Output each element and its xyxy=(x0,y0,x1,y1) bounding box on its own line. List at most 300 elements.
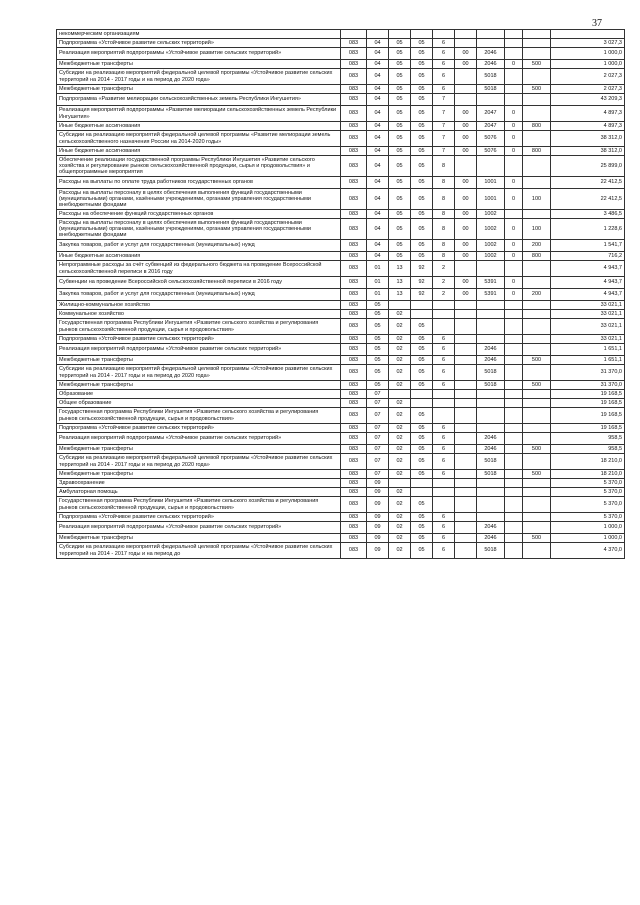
cell-direction-code xyxy=(455,497,477,513)
cell-subsection-code: 13 xyxy=(389,289,411,301)
cell-expense-type-code xyxy=(523,69,551,85)
cell-amount: 33 021,1 xyxy=(551,301,625,310)
cell-subsection-code: 02 xyxy=(389,399,411,408)
cell-amount: 22 412,5 xyxy=(551,189,625,210)
cell-sub-code xyxy=(505,335,523,344)
cell-program-code: 05 xyxy=(411,189,433,210)
cell-item-name: Закупка товаров, работ и услуг для государственных (муниципальных) нужд xyxy=(57,240,341,252)
cell-ministry-code: 083 xyxy=(341,48,367,60)
cell-program-code xyxy=(411,390,433,399)
table-row xyxy=(57,470,625,479)
cell-expense-code xyxy=(477,319,505,335)
cell-subprogram-code xyxy=(433,310,455,319)
cell-expense-code: 2046 xyxy=(477,48,505,60)
cell-direction-code xyxy=(455,85,477,94)
cell-section-code: 04 xyxy=(367,131,389,147)
cell-direction-code xyxy=(455,470,477,479)
cell-section-code: 09 xyxy=(367,497,389,513)
cell-sub-code xyxy=(505,381,523,390)
cell-expense-code: 5018 xyxy=(477,470,505,479)
cell-sub-code xyxy=(505,210,523,219)
cell-direction-code xyxy=(455,335,477,344)
cell-expense-type-code: 500 xyxy=(523,381,551,390)
cell-ministry-code: 083 xyxy=(341,189,367,210)
cell-ministry-code: 083 xyxy=(341,319,367,335)
cell-ministry-code: 083 xyxy=(341,85,367,94)
cell-direction-code xyxy=(455,454,477,470)
cell-subsection-code: 05 xyxy=(389,252,411,261)
cell-direction-code xyxy=(455,488,477,497)
cell-direction-code: 00 xyxy=(455,240,477,252)
cell-amount: 5 370,0 xyxy=(551,488,625,497)
cell-subsection-code: 02 xyxy=(389,424,411,433)
cell-expense-type-code: 100 xyxy=(523,219,551,240)
cell-section-code: 04 xyxy=(367,210,389,219)
cell-amount: 4 943,7 xyxy=(551,261,625,277)
cell-subprogram-code: 6 xyxy=(433,445,455,454)
budget-table-body xyxy=(57,30,625,559)
cell-section-code: 04 xyxy=(367,48,389,60)
table-row xyxy=(57,497,625,513)
cell-subsection-code: 02 xyxy=(389,543,411,559)
cell-sub-code: 0 xyxy=(505,131,523,147)
cell-expense-type-code xyxy=(523,433,551,445)
cell-direction-code: 00 xyxy=(455,122,477,131)
table-row xyxy=(57,310,625,319)
cell-amount: 19 168,5 xyxy=(551,399,625,408)
cell-expense-code: 5018 xyxy=(477,85,505,94)
cell-section-code: 04 xyxy=(367,219,389,240)
cell-section-code: 07 xyxy=(367,399,389,408)
cell-section-code: 05 xyxy=(367,335,389,344)
cell-sub-code xyxy=(505,390,523,399)
cell-direction-code: 00 xyxy=(455,60,477,69)
cell-item-name: Субсидии на реализацию мероприятий федеральной целевой программы «Устойчивое развитие сельских территорий на 2014 - 2017 годы и на период до 2020 года» xyxy=(57,454,341,470)
cell-section-code: 07 xyxy=(367,390,389,399)
cell-expense-type-code: 800 xyxy=(523,122,551,131)
cell-direction-code xyxy=(455,301,477,310)
cell-expense-code xyxy=(477,399,505,408)
cell-sub-code xyxy=(505,261,523,277)
cell-amount: 2 027,3 xyxy=(551,69,625,85)
cell-amount: 33 021,1 xyxy=(551,335,625,344)
cell-sub-code: 0 xyxy=(505,177,523,189)
cell-program-code: 05 xyxy=(411,513,433,522)
cell-subsection-code: 02 xyxy=(389,488,411,497)
cell-item-name: Иные бюджетные ассигнования xyxy=(57,147,341,156)
cell-subprogram-code: 7 xyxy=(433,122,455,131)
cell-program-code: 05 xyxy=(411,534,433,543)
cell-section-code: 09 xyxy=(367,479,389,488)
cell-ministry-code: 083 xyxy=(341,513,367,522)
cell-ministry-code: 083 xyxy=(341,122,367,131)
cell-subsection-code: 13 xyxy=(389,277,411,289)
cell-expense-type-code xyxy=(523,497,551,513)
cell-subsection-code: 05 xyxy=(389,69,411,85)
cell-item-name: Межбюджетные трансферты xyxy=(57,60,341,69)
cell-program-code: 05 xyxy=(411,252,433,261)
cell-program-code: 05 xyxy=(411,470,433,479)
cell-ministry-code: 083 xyxy=(341,261,367,277)
cell-program-code: 05 xyxy=(411,445,433,454)
cell-program-code: 05 xyxy=(411,335,433,344)
cell-expense-type-code xyxy=(523,277,551,289)
cell-expense-code xyxy=(477,261,505,277)
cell-expense-code: 5391 xyxy=(477,289,505,301)
cell-sub-code xyxy=(505,522,523,534)
cell-direction-code xyxy=(455,39,477,48)
cell-amount: 1 541,7 xyxy=(551,240,625,252)
cell-subprogram-code: 6 xyxy=(433,39,455,48)
cell-expense-code xyxy=(477,488,505,497)
cell-program-code: 05 xyxy=(411,497,433,513)
cell-section-code: 04 xyxy=(367,106,389,122)
cell-section-code: 05 xyxy=(367,365,389,381)
table-row xyxy=(57,48,625,60)
cell-subprogram-code xyxy=(433,408,455,424)
cell-expense-code: 5018 xyxy=(477,365,505,381)
cell-program-code: 92 xyxy=(411,261,433,277)
cell-expense-type-code xyxy=(523,301,551,310)
cell-direction-code xyxy=(455,69,477,85)
cell-sub-code xyxy=(505,301,523,310)
cell-program-code xyxy=(411,310,433,319)
cell-sub-code xyxy=(505,408,523,424)
cell-subsection-code: 02 xyxy=(389,534,411,543)
cell-program-code: 05 xyxy=(411,48,433,60)
budget-table xyxy=(56,29,625,559)
cell-section-code: 04 xyxy=(367,156,389,177)
cell-section-code: 05 xyxy=(367,344,389,356)
cell-section-code: 04 xyxy=(367,94,389,106)
cell-subprogram-code xyxy=(433,30,455,39)
table-row xyxy=(57,277,625,289)
cell-expense-code xyxy=(477,39,505,48)
cell-subsection-code: 02 xyxy=(389,454,411,470)
cell-expense-code: 5391 xyxy=(477,277,505,289)
cell-section-code: 04 xyxy=(367,60,389,69)
cell-subprogram-code: 6 xyxy=(433,365,455,381)
cell-expense-code xyxy=(477,156,505,177)
cell-expense-type-code xyxy=(523,390,551,399)
cell-sub-code: 0 xyxy=(505,60,523,69)
cell-expense-code: 5076 xyxy=(477,147,505,156)
cell-program-code: 05 xyxy=(411,433,433,445)
cell-program-code: 05 xyxy=(411,454,433,470)
table-row xyxy=(57,454,625,470)
cell-section-code: 05 xyxy=(367,310,389,319)
cell-subprogram-code xyxy=(433,399,455,408)
cell-item-name: Коммунальное хозяйство xyxy=(57,310,341,319)
table-row xyxy=(57,335,625,344)
cell-direction-code xyxy=(455,381,477,390)
cell-section-code: 04 xyxy=(367,177,389,189)
cell-expense-type-code xyxy=(523,131,551,147)
cell-program-code: 05 xyxy=(411,39,433,48)
cell-subprogram-code: 6 xyxy=(433,60,455,69)
cell-item-name: Реализация мероприятий подпрограммы «Устойчивое развитие сельских территорий» xyxy=(57,522,341,534)
cell-expense-code: 2046 xyxy=(477,344,505,356)
cell-item-name: Государственная программа Республики Ингушетия «Развитие сельского хозяйства и регулирования рынков сельскохозяйственной продукции, сырья и продовольствия» xyxy=(57,319,341,335)
cell-program-code xyxy=(411,30,433,39)
cell-item-name: Субсидии на реализацию мероприятий федеральной целевой программы «Устойчивое развитие сельских территорий на 2014 - 2017 годы и на период до 2020 года» xyxy=(57,69,341,85)
cell-sub-code: 0 xyxy=(505,106,523,122)
cell-section-code: 07 xyxy=(367,445,389,454)
table-row xyxy=(57,356,625,365)
cell-subprogram-code: 2 xyxy=(433,277,455,289)
cell-ministry-code: 083 xyxy=(341,69,367,85)
cell-expense-type-code xyxy=(523,424,551,433)
cell-direction-code xyxy=(455,534,477,543)
cell-direction-code xyxy=(455,365,477,381)
cell-section-code: 04 xyxy=(367,85,389,94)
cell-expense-type-code: 500 xyxy=(523,356,551,365)
cell-direction-code xyxy=(455,399,477,408)
cell-expense-type-code xyxy=(523,522,551,534)
table-row xyxy=(57,344,625,356)
cell-ministry-code: 083 xyxy=(341,497,367,513)
cell-item-name: Обеспечение реализации государственной программы Республики Ингушетия «Развитие сельского хозяйства и регулирование рынков сельскохозяйственной продукции, сырья и продовольствия» и общепрограммные мероприятия xyxy=(57,156,341,177)
cell-program-code: 05 xyxy=(411,210,433,219)
cell-amount: 31 370,0 xyxy=(551,365,625,381)
cell-amount: 38 312,0 xyxy=(551,131,625,147)
cell-subprogram-code: 6 xyxy=(433,344,455,356)
cell-expense-type-code xyxy=(523,319,551,335)
cell-ministry-code: 083 xyxy=(341,356,367,365)
cell-expense-code: 1002 xyxy=(477,219,505,240)
table-row xyxy=(57,131,625,147)
cell-amount: 4 943,7 xyxy=(551,289,625,301)
cell-direction-code xyxy=(455,319,477,335)
cell-item-name: Субсидии на реализацию мероприятий федеральной целевой программы «Развитие мелиорации земель сельскохозяйственного назначения России на 2014-2020 годы» xyxy=(57,131,341,147)
cell-item-name: Субвенции на проведение Всероссийской сельскохозяйственной переписи в 2016 году xyxy=(57,277,341,289)
cell-item-name: Реализация мероприятий подпрограммы «Устойчивое развитие сельских территорий» xyxy=(57,433,341,445)
cell-direction-code xyxy=(455,390,477,399)
cell-expense-code: 2047 xyxy=(477,122,505,131)
cell-expense-code xyxy=(477,30,505,39)
cell-subprogram-code: 6 xyxy=(433,470,455,479)
cell-amount xyxy=(551,30,625,39)
cell-subsection-code: 13 xyxy=(389,261,411,277)
cell-direction-code xyxy=(455,522,477,534)
cell-ministry-code: 083 xyxy=(341,94,367,106)
cell-subprogram-code: 8 xyxy=(433,156,455,177)
cell-expense-type-code xyxy=(523,479,551,488)
cell-subsection-code: 05 xyxy=(389,85,411,94)
cell-expense-type-code xyxy=(523,310,551,319)
cell-ministry-code: 083 xyxy=(341,177,367,189)
cell-sub-code xyxy=(505,433,523,445)
cell-expense-code xyxy=(477,390,505,399)
cell-ministry-code: 083 xyxy=(341,39,367,48)
table-row xyxy=(57,94,625,106)
cell-subsection-code xyxy=(389,30,411,39)
cell-expense-type-code xyxy=(523,408,551,424)
cell-item-name: Субсидии на реализацию мероприятий федеральной целевой программы «Устойчивое развитие сельских территорий на 2014 - 2017 годы и на период до 2020 года» xyxy=(57,365,341,381)
cell-direction-code xyxy=(455,30,477,39)
cell-amount: 1 651,1 xyxy=(551,356,625,365)
table-row xyxy=(57,445,625,454)
cell-subsection-code: 02 xyxy=(389,335,411,344)
cell-item-name: Образование xyxy=(57,390,341,399)
cell-expense-type-code: 200 xyxy=(523,289,551,301)
cell-subsection-code: 02 xyxy=(389,319,411,335)
cell-direction-code xyxy=(455,424,477,433)
cell-subprogram-code xyxy=(433,301,455,310)
cell-amount: 3 486,5 xyxy=(551,210,625,219)
cell-sub-code: 0 xyxy=(505,189,523,210)
cell-expense-code: 2047 xyxy=(477,106,505,122)
cell-ministry-code: 083 xyxy=(341,219,367,240)
cell-direction-code: 00 xyxy=(455,277,477,289)
cell-program-code: 05 xyxy=(411,543,433,559)
cell-sub-code xyxy=(505,319,523,335)
cell-section-code: 05 xyxy=(367,381,389,390)
table-row xyxy=(57,365,625,381)
cell-ministry-code: 083 xyxy=(341,365,367,381)
cell-sub-code xyxy=(505,445,523,454)
cell-sub-code: 0 xyxy=(505,147,523,156)
table-row xyxy=(57,399,625,408)
cell-expense-code: 5018 xyxy=(477,454,505,470)
cell-program-code: 05 xyxy=(411,424,433,433)
cell-amount: 5 370,0 xyxy=(551,479,625,488)
cell-amount: 4 370,0 xyxy=(551,543,625,559)
cell-expense-code: 1001 xyxy=(477,177,505,189)
table-row xyxy=(57,479,625,488)
cell-subprogram-code xyxy=(433,390,455,399)
table-row xyxy=(57,210,625,219)
cell-item-name: Подпрограмма «Устойчивое развитие сельских территорий» xyxy=(57,424,341,433)
cell-item-name: Здравоохранение xyxy=(57,479,341,488)
cell-expense-type-code xyxy=(523,488,551,497)
cell-program-code: 05 xyxy=(411,319,433,335)
table-row xyxy=(57,122,625,131)
cell-subsection-code xyxy=(389,479,411,488)
cell-expense-code: 1002 xyxy=(477,240,505,252)
cell-expense-type-code: 800 xyxy=(523,252,551,261)
cell-ministry-code: 083 xyxy=(341,335,367,344)
cell-expense-code xyxy=(477,497,505,513)
cell-section-code: 04 xyxy=(367,122,389,131)
cell-sub-code xyxy=(505,543,523,559)
cell-subsection-code: 05 xyxy=(389,39,411,48)
cell-section-code: 07 xyxy=(367,408,389,424)
cell-amount: 33 021,1 xyxy=(551,310,625,319)
cell-expense-code xyxy=(477,479,505,488)
cell-item-name: Межбюджетные трансферты xyxy=(57,381,341,390)
cell-expense-type-code xyxy=(523,543,551,559)
cell-amount: 19 168,5 xyxy=(551,408,625,424)
cell-program-code: 05 xyxy=(411,156,433,177)
cell-subsection-code xyxy=(389,301,411,310)
table-row xyxy=(57,219,625,240)
cell-item-name: Межбюджетные трансферты xyxy=(57,85,341,94)
table-row xyxy=(57,252,625,261)
cell-sub-code: 0 xyxy=(505,240,523,252)
cell-section-code: 05 xyxy=(367,356,389,365)
cell-item-name: Субсидии на реализацию мероприятий федеральной целевой программы «Устойчивое развитие сельских территорий на 2014 - 2017 годы и на период до xyxy=(57,543,341,559)
cell-expense-code: 1002 xyxy=(477,252,505,261)
table-row xyxy=(57,106,625,122)
cell-sub-code xyxy=(505,344,523,356)
cell-expense-type-code xyxy=(523,261,551,277)
cell-subprogram-code: 8 xyxy=(433,240,455,252)
cell-subprogram-code: 2 xyxy=(433,289,455,301)
cell-section-code: 04 xyxy=(367,147,389,156)
cell-amount: 19 168,5 xyxy=(551,390,625,399)
cell-subprogram-code: 8 xyxy=(433,252,455,261)
cell-amount: 5 370,0 xyxy=(551,497,625,513)
cell-amount: 1 000,0 xyxy=(551,534,625,543)
cell-subprogram-code xyxy=(433,488,455,497)
cell-program-code: 05 xyxy=(411,356,433,365)
cell-direction-code: 00 xyxy=(455,289,477,301)
cell-amount: 18 210,0 xyxy=(551,454,625,470)
cell-subsection-code: 02 xyxy=(389,381,411,390)
cell-item-name: Жилищно-коммунальное хозяйство xyxy=(57,301,341,310)
cell-program-code: 05 xyxy=(411,365,433,381)
cell-sub-code xyxy=(505,513,523,522)
cell-item-name: некоммерческим организациям xyxy=(57,30,341,39)
cell-ministry-code: 083 xyxy=(341,433,367,445)
cell-item-name: Расходы на выплаты персоналу в целях обеспечения выполнения функций государственными (муниципальными) органами, казёнными учреждениями, органами управления государственными внебюджетными фондами xyxy=(57,189,341,210)
cell-expense-code xyxy=(477,301,505,310)
cell-expense-type-code xyxy=(523,30,551,39)
cell-section-code: 01 xyxy=(367,261,389,277)
table-row xyxy=(57,60,625,69)
table-row xyxy=(57,147,625,156)
cell-subprogram-code xyxy=(433,479,455,488)
cell-subsection-code xyxy=(389,390,411,399)
cell-sub-code xyxy=(505,534,523,543)
cell-amount: 25 899,0 xyxy=(551,156,625,177)
cell-subsection-code: 02 xyxy=(389,470,411,479)
table-row xyxy=(57,69,625,85)
cell-subprogram-code: 6 xyxy=(433,48,455,60)
cell-item-name: Межбюджетные трансферты xyxy=(57,470,341,479)
cell-item-name: Расходы на обеспечение функций государственных органов xyxy=(57,210,341,219)
cell-item-name: Иные бюджетные ассигнования xyxy=(57,252,341,261)
cell-section-code: 07 xyxy=(367,433,389,445)
cell-ministry-code: 083 xyxy=(341,301,367,310)
cell-expense-code xyxy=(477,424,505,433)
cell-ministry-code: 083 xyxy=(341,488,367,497)
cell-expense-code: 2046 xyxy=(477,522,505,534)
cell-expense-code: 5018 xyxy=(477,543,505,559)
cell-expense-type-code: 500 xyxy=(523,534,551,543)
cell-ministry-code: 083 xyxy=(341,106,367,122)
table-row xyxy=(57,319,625,335)
table-row xyxy=(57,85,625,94)
cell-program-code xyxy=(411,488,433,497)
table-row xyxy=(57,408,625,424)
cell-item-name: Подпрограмма «Устойчивое развитие сельских территорий» xyxy=(57,335,341,344)
cell-ministry-code: 083 xyxy=(341,424,367,433)
cell-subsection-code: 02 xyxy=(389,433,411,445)
cell-expense-code: 1001 xyxy=(477,189,505,210)
cell-item-name: Государственная программа Республики Ингушетия «Развитие сельского хозяйства и регулирования рынков сельскохозяйственной продукции, сырья и продовольствия» xyxy=(57,408,341,424)
cell-direction-code: 00 xyxy=(455,147,477,156)
cell-ministry-code: 083 xyxy=(341,454,367,470)
cell-sub-code xyxy=(505,85,523,94)
page-number: 37 xyxy=(592,18,602,29)
cell-sub-code xyxy=(505,399,523,408)
cell-sub-code: 0 xyxy=(505,252,523,261)
cell-sub-code: 0 xyxy=(505,122,523,131)
cell-subsection-code: 05 xyxy=(389,106,411,122)
cell-subprogram-code: 7 xyxy=(433,106,455,122)
